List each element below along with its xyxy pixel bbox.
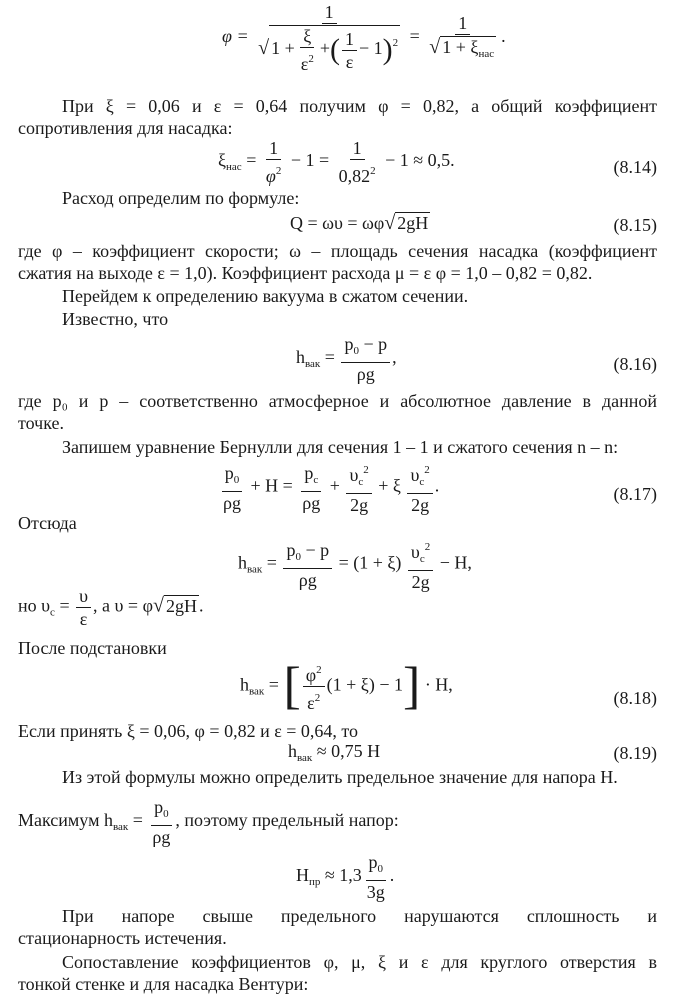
text-line: сжатия на выходе ε = 1,0). Коэффициент расхода μ = ε φ = 1,0 – 0,82 = 0,82. bbox=[18, 263, 593, 283]
text-line: Отсюда bbox=[18, 513, 77, 533]
text-line: где p₀ и p – соответственно атмосферное и абсолютное давление в данной bbox=[18, 391, 657, 411]
equation-hvak: $h_{вак}$ = $\frac{p_0 - p}{\rho g}$ = (1 + ξ) $\frac{\upsilon_c^2}{2g}$ − H, bbox=[238, 537, 472, 592]
inline-equation-max: Максимум $h_{вак}$ = $\frac{p_0}{\rho g}$ , поэтому предельный напор: bbox=[18, 797, 399, 847]
text-line: Сопоставление коэффициентов φ, μ, ξ и ε для круглого отверстия в bbox=[62, 952, 657, 972]
text-line: стационарность истечения. bbox=[18, 928, 227, 948]
equation-8-15: Q = ωυ = ωφ√ 2gH bbox=[290, 212, 429, 234]
text-line: сопротивления для насадка: bbox=[18, 118, 233, 138]
equation-number: (8.18) bbox=[613, 688, 657, 708]
text-line: Из этой формулы можно определить предельное значение для напора H. bbox=[62, 767, 618, 787]
equation-8-18: $h_{вак}$ = [ $\frac{\varphi^2}{\varepsilon^2}$ (1 + ξ) − 1] · H, bbox=[240, 657, 453, 715]
text-line: При ξ = 0,06 и ε = 0,64 получим φ = 0,82, а общий коэффициент bbox=[62, 96, 657, 116]
frac-num: 1 bbox=[322, 2, 337, 24]
frac-xi: $\frac{\xi}{\varepsilon^2}$ bbox=[300, 26, 314, 74]
text-line: Если принять ξ = 0,06, φ = 0,82 и ε = 0,64, то bbox=[18, 721, 359, 741]
equation-number: (8.17) bbox=[613, 484, 657, 504]
equation-8-19: $h_{вак} \approx 0,75$ H bbox=[288, 741, 381, 764]
frac-inner: $\frac{1}{\varepsilon}$ bbox=[342, 29, 357, 72]
equation-phi: φ = 1 √ 1 + $\frac{\xi}{\varepsilon^2}$ +( $\frac{1}{\varepsilon}$ − 1)$^2$ = $\frac{1}{√ 1 + \xi_{нас}}$ . bbox=[222, 2, 506, 74]
text-line: тонкой стенке и для насадка Вентури: bbox=[18, 974, 309, 994]
text-line: После подстановки bbox=[18, 638, 167, 658]
eq-fraction-short: $\frac{1}{√ 1 + \xi_{нас}}$ bbox=[426, 13, 499, 64]
text-line: Расход определим по формуле: bbox=[62, 188, 300, 208]
equation-8-17: $\frac{p_0}{\rho g}$ + H = $\frac{p_c}{\rho g}$ + $\frac{\upsilon_c^2}{2g}$ + ξ $\frac{\upsilon_c^2}{2g}$ . bbox=[218, 460, 439, 515]
equation-number: (8.14) bbox=[613, 157, 657, 177]
text-line: Известно, что bbox=[62, 309, 169, 329]
equation-hpr: $H_{пр} \approx 1,3$ $\frac{p_0}{3g}$ . bbox=[296, 852, 395, 902]
frac-den bbox=[255, 24, 403, 74]
text-line: Запишем уравнение Бернулли для сечения 1 – 1 и сжатого сечения n – n: bbox=[62, 437, 619, 457]
radicand: 1 + $\frac{\xi}{\varepsilon^2}$ +( $\frac{1}{\varepsilon}$ − 1)$^2$ bbox=[271, 26, 399, 74]
eq-lhs: φ = bbox=[222, 26, 249, 47]
equation-number: (8.16) bbox=[613, 354, 657, 374]
inline-equation: но $\upsilon_c$ = $\frac{\upsilon}{\varepsilon}$ , а υ = φ√ 2gH . bbox=[18, 586, 204, 629]
text-line: точке. bbox=[18, 413, 65, 433]
equation-number: (8.19) bbox=[613, 743, 657, 763]
equation-number: (8.15) bbox=[613, 215, 657, 235]
text-line: где φ – коэффициент скорости; ω – площадь сечения насадка (коэффициент bbox=[18, 241, 657, 261]
eq-fraction-main bbox=[255, 2, 403, 74]
text-line: Перейдем к определению вакуума в сжатом сечении. bbox=[62, 286, 469, 306]
equation-8-14: $\xi_{нас}$ = $\frac{1}{\varphi^2}$ − 1 = $\frac{1}{0,82^2}$ − 1 ≈ 0,5. bbox=[218, 138, 455, 186]
text-line: При напоре свыше предельного нарушаются сплошность и bbox=[62, 906, 657, 926]
radical-sign: √ bbox=[258, 37, 270, 60]
equation-8-16: $h_{вак}$ = $\frac{p_0 - p}{\rho g}$ , bbox=[296, 334, 397, 384]
